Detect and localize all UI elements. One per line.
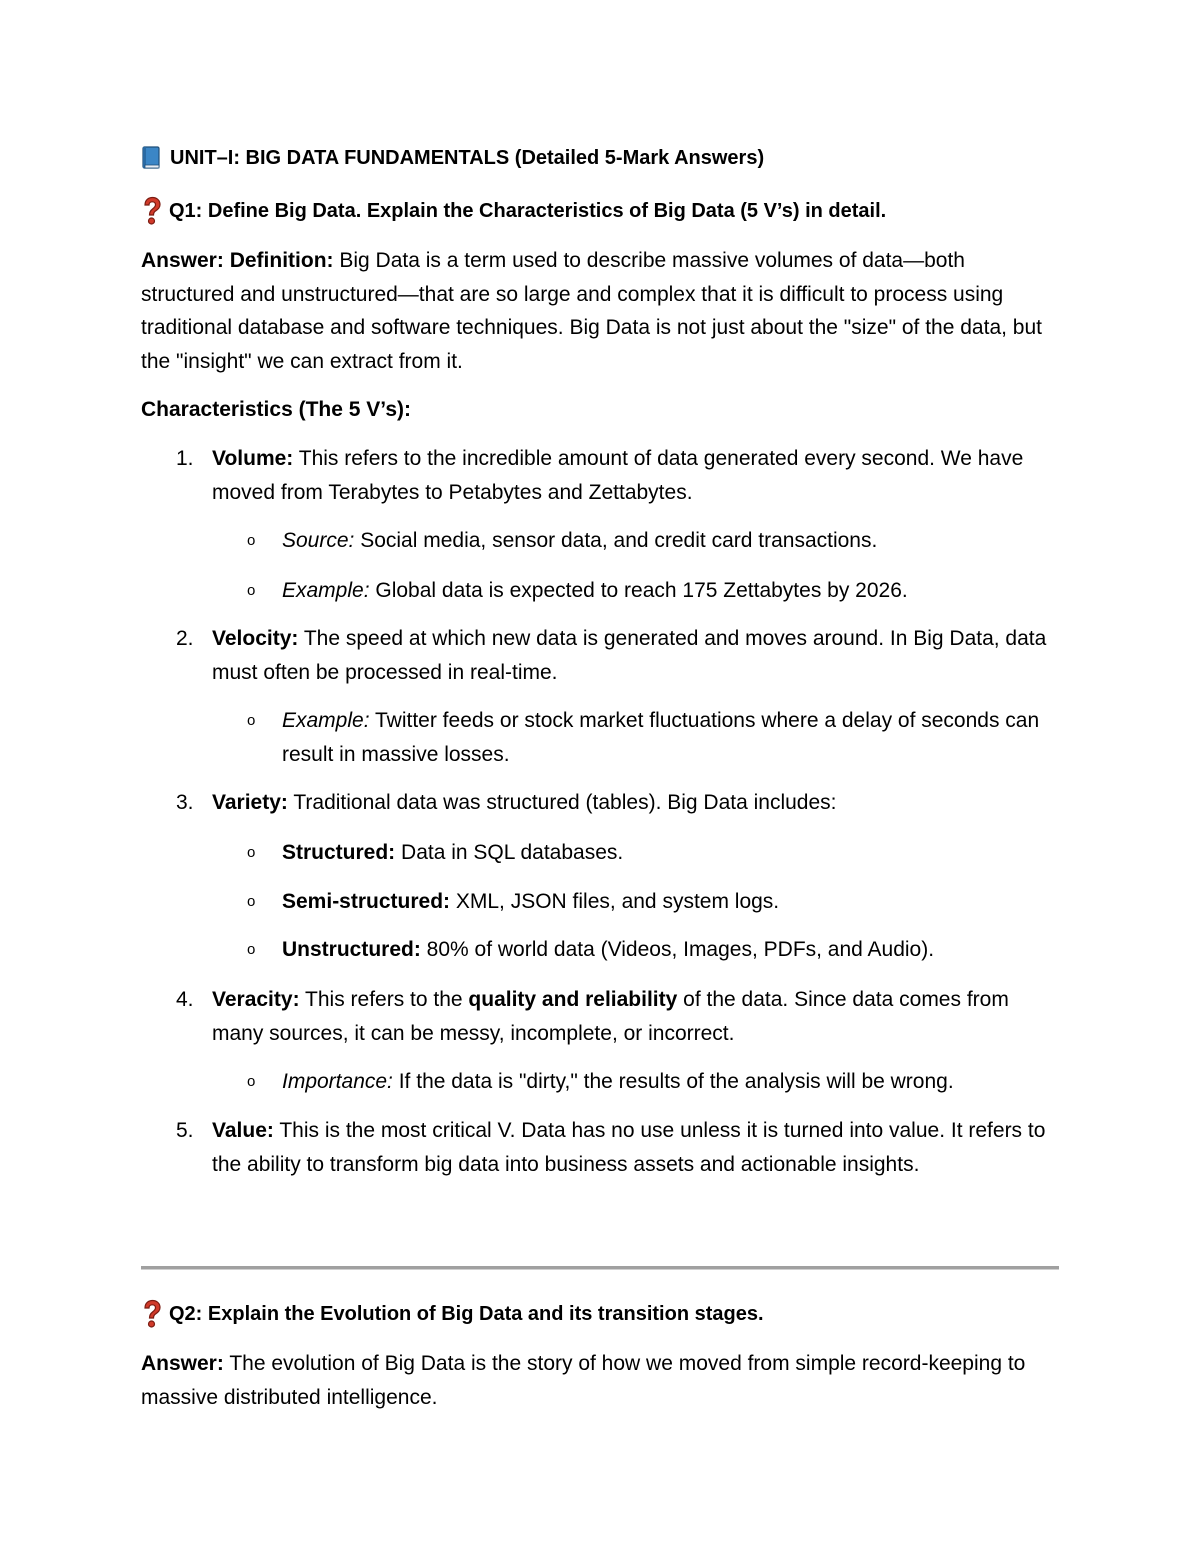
- sub-item-label: Structured:: [282, 841, 396, 864]
- bullet-icon: o: [247, 941, 256, 958]
- list-number: 4.: [176, 988, 194, 1011]
- list-item-text: This is the most critical V. Data has no use unless it is turned into value. It refers to the ability to transform big data into business assets and actionable insights.: [212, 1119, 1046, 1176]
- q1-question-text: Q1: Define Big Data. Explain the Characteristics of Big Data (5 V’s) in detail.: [169, 199, 887, 222]
- list-number: 3.: [176, 791, 194, 814]
- sub-item: [247, 524, 1057, 558]
- sub-item-text: If the data is "dirty," the results of the analysis will be wrong.: [392, 1070, 954, 1093]
- q1-answer: [141, 244, 1059, 378]
- section-divider: [141, 1266, 1059, 1270]
- question-mark-icon: [141, 1299, 163, 1329]
- list-item-text: This refers to the incredible amount of data generated every second. We have moved from Terabytes to Petabytes and Zettabytes.: [212, 447, 1024, 504]
- sub-item-text: 80% of world data (Videos, Images, PDFs, and Audio).: [420, 938, 935, 961]
- sub-item-label: Unstructured:: [282, 938, 421, 961]
- q2-question: [141, 1296, 764, 1332]
- list-number: 5.: [176, 1119, 194, 1142]
- sub-item-text: XML, JSON files, and system logs.: [450, 890, 780, 913]
- sub-item-text: Twitter feeds or stock market fluctuations where a delay of seconds can result in massive losses.: [282, 709, 1040, 766]
- q2-answer-text: The evolution of Big Data is the story of how we moved from simple record-keeping to massive distributed intelligence.: [141, 1352, 1026, 1409]
- sub-item: [247, 574, 1057, 608]
- list-item-text: of the data. Since data comes from many sources, it can be messy, incomplete, or incorrect.: [212, 988, 1009, 1045]
- unit-title-text: UNIT–I: BIG DATA FUNDAMENTALS (Detailed 5-Mark Answers): [170, 146, 765, 169]
- sub-item-text: Global data is expected to reach 175 Zettabytes by 2026.: [369, 579, 908, 602]
- book-icon: [141, 146, 161, 170]
- list-number: 2.: [176, 627, 194, 650]
- list-item: [176, 442, 1056, 509]
- bullet-icon: o: [247, 1073, 256, 1090]
- definition-text: Big Data is a term used to describe massive volumes of data—both structured and unstructured—that are so large and complex that it is difficult to process using traditional database and software techniques. Big Data is not just about the "size" of the data, but the "insight" we can extract from it.: [141, 249, 1042, 373]
- sub-item: [247, 836, 1057, 870]
- sub-item-text: Social media, sensor data, and credit card transactions.: [354, 529, 878, 552]
- sub-item-label: Importance:: [282, 1070, 393, 1093]
- sub-item-label: Semi-structured:: [282, 890, 451, 913]
- sub-item-label: Source:: [282, 529, 355, 552]
- bullet-icon: o: [247, 893, 256, 910]
- bullet-icon: o: [247, 712, 256, 729]
- list-item-label: Variety:: [212, 791, 288, 814]
- sub-item: [247, 704, 1057, 771]
- unit-title: [141, 140, 764, 176]
- question-mark-icon: [141, 196, 163, 226]
- list-item-text: Traditional data was structured (tables). Big Data includes:: [287, 791, 837, 814]
- list-item: [176, 622, 1056, 689]
- definition-label: Definition:: [229, 249, 334, 272]
- answer-label: Answer:: [141, 249, 224, 272]
- sub-item-text: Data in SQL databases.: [395, 841, 624, 864]
- list-item-label: Velocity:: [212, 627, 299, 650]
- bullet-icon: o: [247, 844, 256, 861]
- sub-item-label: Example:: [282, 709, 370, 732]
- characteristics-heading: Characteristics (The 5 V’s):: [141, 398, 411, 421]
- sub-item: [247, 885, 1057, 919]
- bullet-icon: o: [247, 532, 256, 549]
- bullet-icon: o: [247, 582, 256, 599]
- list-item: [176, 786, 1056, 820]
- list-number: 1.: [176, 447, 194, 470]
- answer-label: Answer:: [141, 1352, 224, 1375]
- sub-item-label: Example:: [282, 579, 370, 602]
- list-item-label: Volume:: [212, 447, 294, 470]
- list-item-text: The speed at which new data is generated and moves around. In Big Data, data must often be processed in real-time.: [212, 627, 1047, 684]
- q2-question-text: Q2: Explain the Evolution of Big Data and its transition stages.: [169, 1302, 764, 1325]
- list-item-text: This refers to the: [299, 988, 469, 1011]
- sub-item: [247, 933, 1057, 967]
- list-item-emphasis: quality and reliability: [468, 988, 678, 1011]
- list-item: [176, 1114, 1056, 1181]
- list-item-label: Value:: [212, 1119, 274, 1142]
- q2-answer: [141, 1347, 1059, 1414]
- list-item: [176, 983, 1056, 1050]
- q1-question: [141, 193, 886, 229]
- list-item-label: Veracity:: [212, 988, 300, 1011]
- sub-item: [247, 1065, 1057, 1099]
